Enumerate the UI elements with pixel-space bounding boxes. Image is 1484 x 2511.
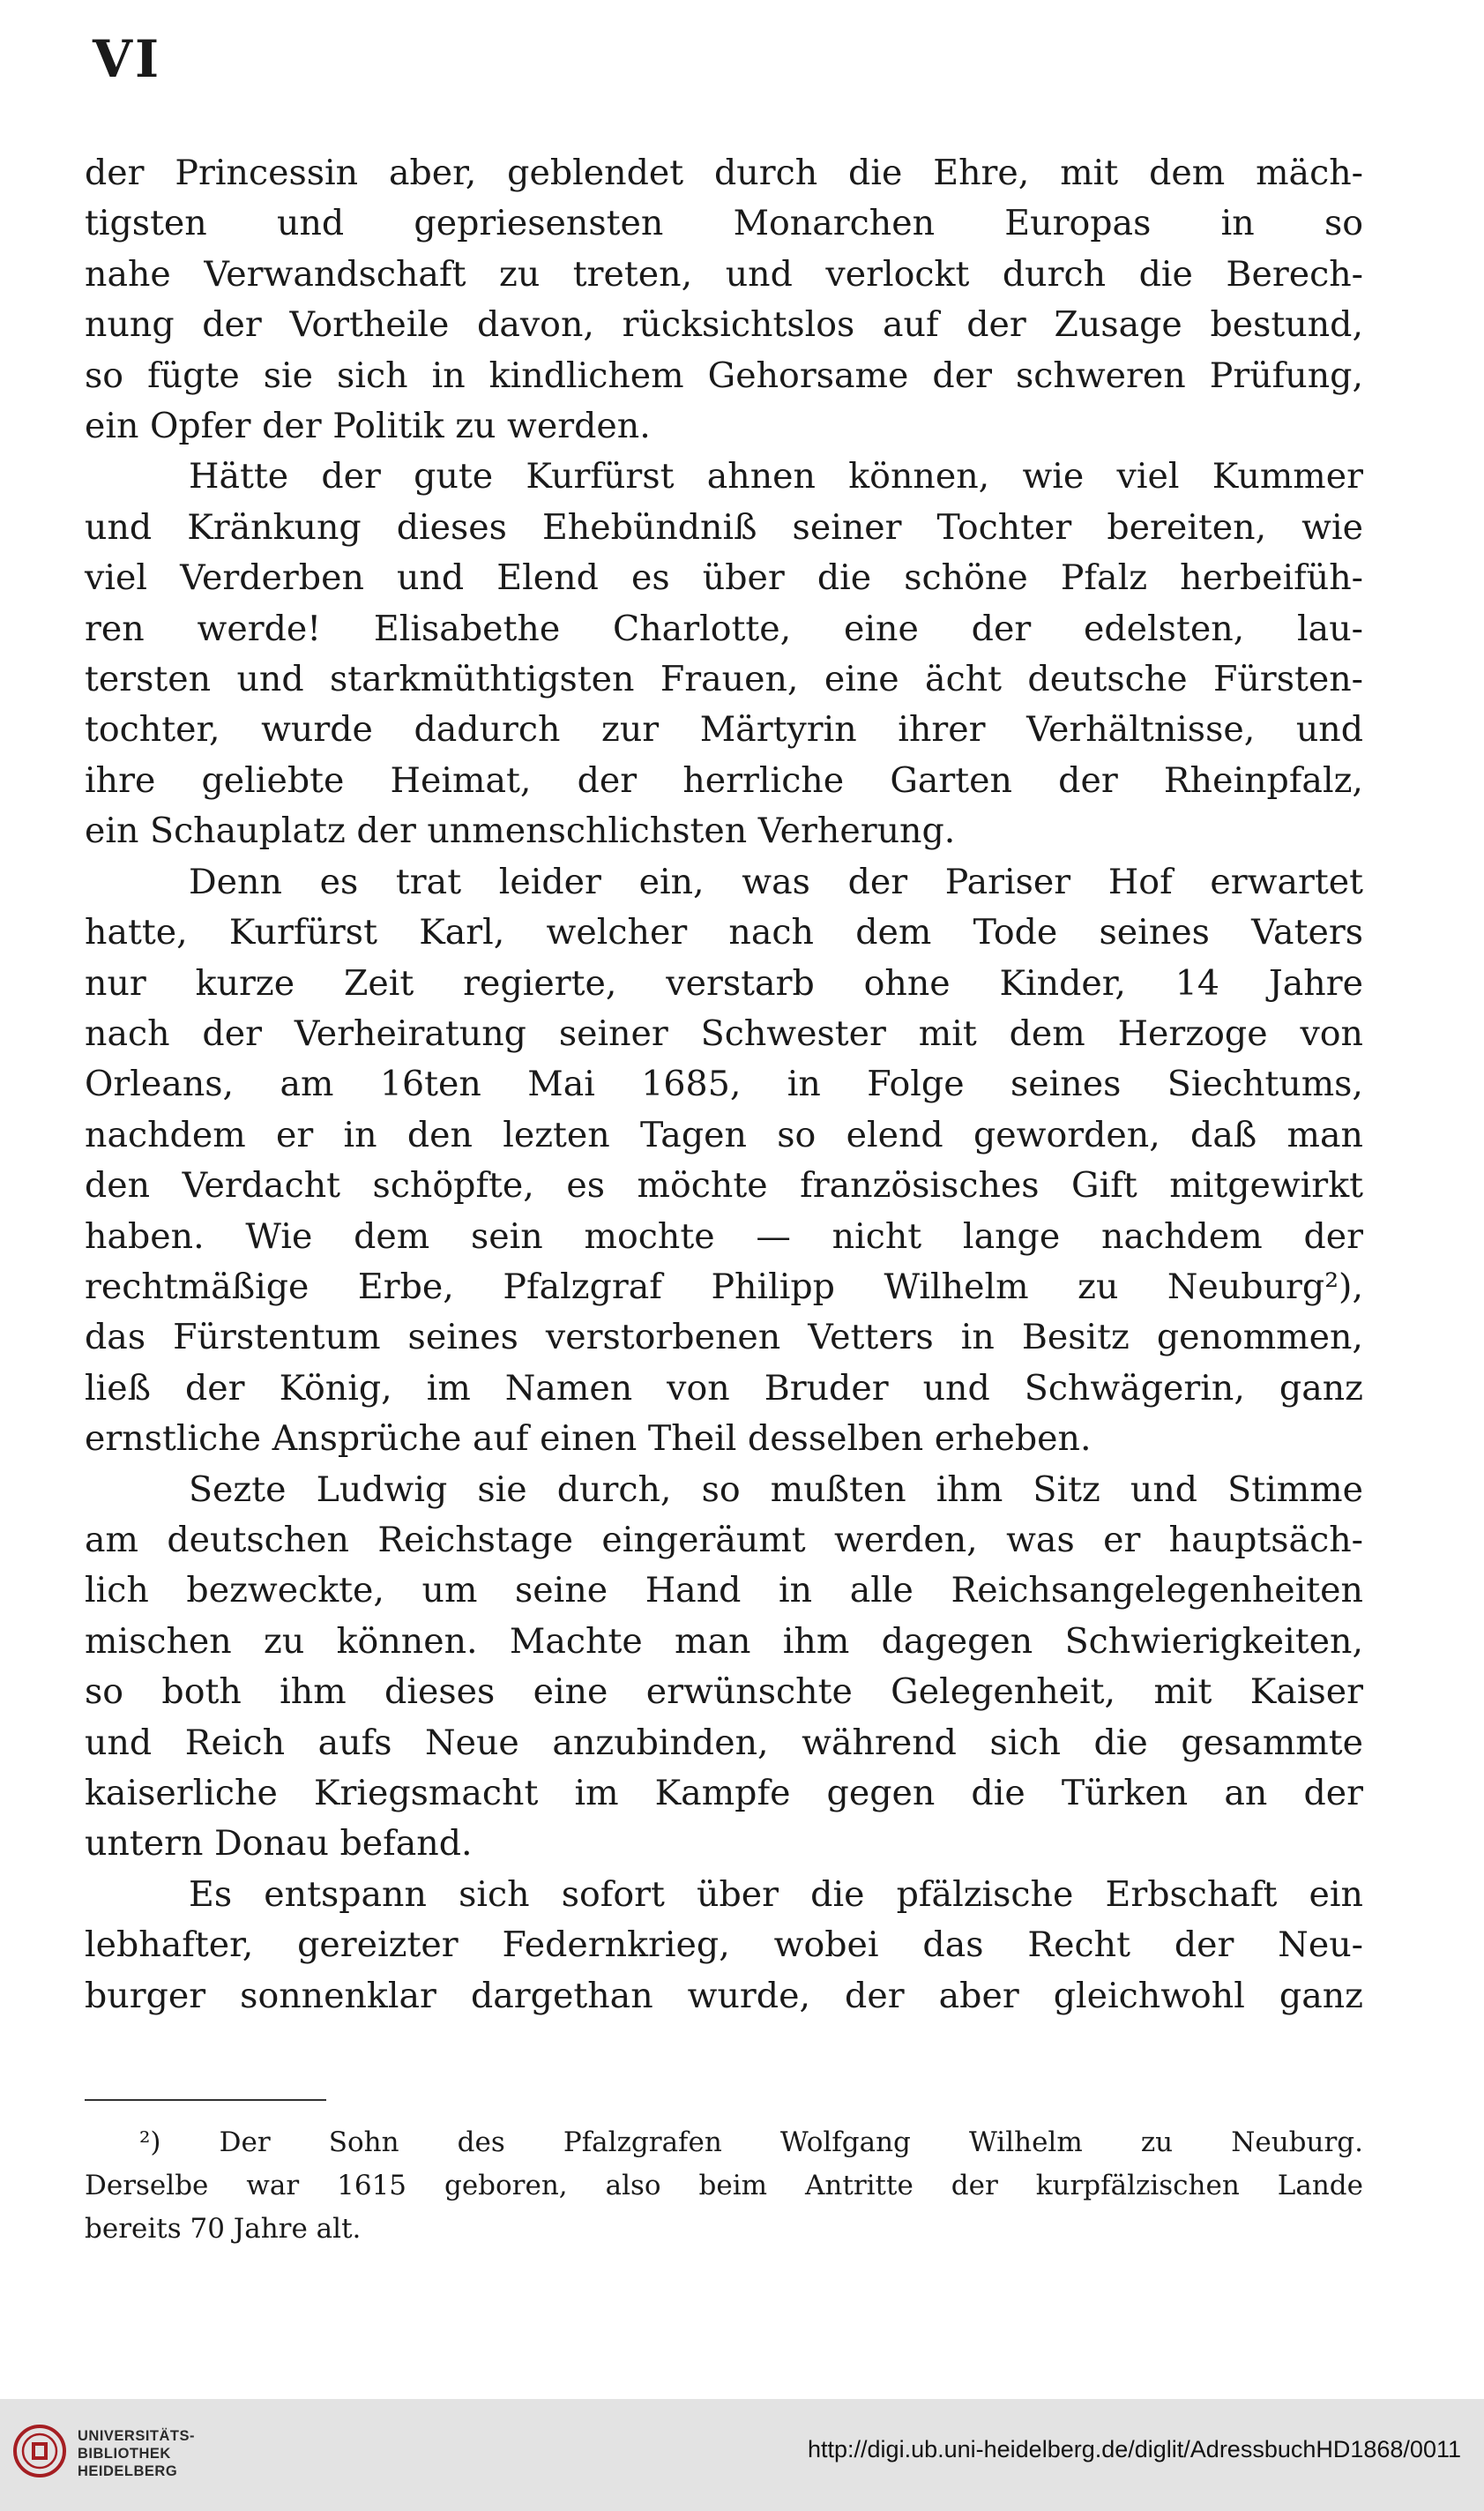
body-line: nahe Verwandschaft zu treten, und verlockt durch die Berech- [85, 253, 1363, 295]
body-line: ernstliche Ansprüche auf einen Theil desselben erheben. [85, 1418, 1092, 1460]
body-line: nachdem er in den lezten Tagen so elend geworden, daß man [85, 1114, 1363, 1155]
body-line: so fügte sie sich in kindlichem Gehorsame der schweren Prüfung, [85, 355, 1363, 396]
footer-bar [0, 2399, 1484, 2511]
body-line: haben. Wie dem sein mochte — nicht lange nachdem der [85, 1215, 1363, 1257]
library-name [78, 2427, 195, 2480]
body-line: so both ihm dieses eine erwünschte Gelegenheit, mit Kaiser [85, 1671, 1363, 1713]
body-line: am deutschen Reichstage eingeräumt werden, was er hauptsäch- [85, 1519, 1363, 1560]
university-library-seal-icon [12, 2424, 67, 2478]
body-line: tochter, wurde dadurch zur Märtyrin ihrer Verhältnisse, und [85, 709, 1363, 751]
footnote [85, 2121, 1363, 2251]
body-line: tigsten und gepriesensten Monarchen Europas in so [85, 203, 1363, 244]
footnote-line: ²) Der Sohn des Pfalzgrafen Wolfgang Wilhelm zu Neuburg. [139, 2126, 1363, 2158]
footnote-line: Derselbe war 1615 geboren, also beim Antritte der kurpfälzischen Lande [85, 2170, 1363, 2201]
body-line: viel Verderben und Elend es über die schöne Pfalz herbeifüh- [85, 557, 1363, 599]
body-line: tersten und starkmüthtigsten Frauen, eine ächt deutsche Fürsten- [85, 659, 1363, 700]
body-line: und Reich aufs Neue anzubinden, während sich die gesammte [85, 1722, 1363, 1763]
body-line: ein Schauplatz der unmenschlichsten Verherung. [85, 811, 956, 852]
body-line: untern Donau befand. [85, 1823, 473, 1865]
body-line: und Kränkung dieses Ehebündniß seiner Tochter bereiten, wie [85, 506, 1363, 548]
body-line: den Verdacht schöpfte, es möchte französisches Gift mitgewirkt [85, 1165, 1363, 1207]
body-line: burger sonnenklar dargethan wurde, der aber gleichwohl ganz [85, 1975, 1363, 2016]
body-line: lich bezweckte, um seine Hand in alle Reichsangelegenheiten [85, 1570, 1363, 1611]
page-number: VI [93, 29, 162, 89]
library-name-line: HEIDELBERG [78, 2463, 178, 2479]
body-line: mischen zu können. Machte man ihm dagegen Schwierigkeiten, [85, 1620, 1363, 1662]
body-text [85, 148, 1363, 2022]
library-name-line: UNIVERSITÄTS- [78, 2428, 196, 2444]
body-line: hatte, Kurfürst Karl, welcher nach dem Tode seines Vaters [85, 912, 1363, 953]
body-line: ihre geliebte Heimat, der herrliche Garten der Rheinpfalz, [85, 759, 1363, 801]
body-line: ließ der König, im Namen von Bruder und Schwägerin, ganz [85, 1367, 1363, 1409]
source-url[interactable]: http://digi.ub.uni-heidelberg.de/diglit/AdressbuchHD1868/0011 [808, 2436, 1461, 2462]
body-line: Hätte der gute Kurfürst ahnen können, wie viel Kummer [189, 456, 1363, 497]
body-line: ren werde! Elisabethe Charlotte, eine der edelsten, lau- [85, 608, 1363, 649]
body-line: rechtmäßige Erbe, Pfalzgraf Philipp Wilhelm zu Neuburg²), [85, 1266, 1363, 1307]
body-line: Denn es trat leider ein, was der Pariser Hof erwartet [189, 861, 1363, 902]
body-line: kaiserliche Kriegsmacht im Kampfe gegen die Türken an der [85, 1773, 1363, 1813]
body-line: der Princessin aber, geblendet durch die Ehre, mit dem mäch- [85, 153, 1363, 193]
body-line: nach der Verheiratung seiner Schwester mit dem Herzoge von [85, 1013, 1363, 1054]
body-line: das Fürstentum seines verstorbenen Vetters in Besitz genommen, [85, 1317, 1363, 1358]
body-line: lebhafter, gereizter Federnkrieg, wobei das Recht der Neu- [85, 1924, 1363, 1966]
library-name-line: BIBLIOTHEK [78, 2446, 171, 2462]
footnote-line: bereits 70 Jahre alt. [85, 2213, 362, 2245]
body-line: ein Opfer der Politik zu werden. [85, 406, 651, 447]
body-line: Orleans, am 16ten Mai 1685, in Folge seines Siechtums, [85, 1064, 1363, 1105]
body-line: nung der Vortheile davon, rücksichtslos auf der Zusage bestund, [85, 304, 1363, 346]
body-line: Sezte Ludwig sie durch, so mußten ihm Sitz und Stimme [189, 1468, 1363, 1510]
body-line: nur kurze Zeit regierte, verstarb ohne Kinder, 14 Jahre [85, 962, 1363, 1004]
footnote-divider [85, 2099, 326, 2101]
body-line: Es entspann sich sofort über die pfälzische Erbschaft ein [189, 1873, 1363, 1915]
